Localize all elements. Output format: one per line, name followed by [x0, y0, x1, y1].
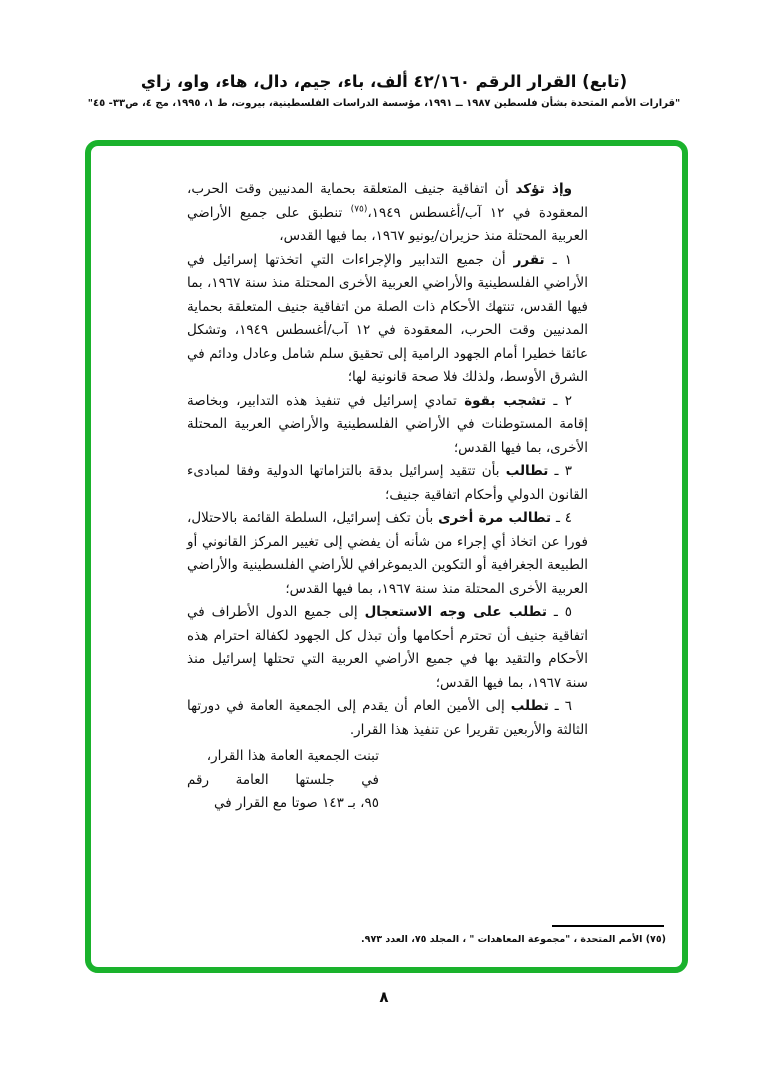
paragraph-text: أن جميع التدابير والإجراءات التي اتخذتها إسرائيل في الأراضي الفلسطينية والأراضي العربية الأخرى المحتلة منذ سنة ١٩٦٧، بما فيها القدس، تنتهك الأحكام ذات الصلة من اتفاقية جنيف المتعلقة بحماية المدنيين وقت الحرب، المعقودة في ١٢ آب/أغسطس ١٩٤٩، وتشكل عائقا خطيرا أمام الجهود الرامية إلى تحقيق سلم شامل وعادل ودائم في الشرق الأوسط، ولذلك فلا صحة قانونية لها؛ — [187, 251, 588, 385]
resolution-paragraph — [187, 507, 588, 601]
adoption-note-line: تبنت الجمعية العامة هذا القرار، — [206, 748, 379, 764]
operative-phrase: تقرر — [513, 251, 545, 268]
adoption-note-line: في جلستها العامة رقم — [187, 771, 379, 788]
resolution-paragraphs — [187, 178, 588, 742]
footnote-separator — [552, 925, 664, 927]
resolution-frame — [85, 140, 688, 973]
paragraph-text: إلى الأمين العام أن يقدم إلى الجمعية العامة في دورتها الثالثة والأربعين تقريرا عن تنفيذ هذا القرار. — [187, 698, 588, 738]
source-citation: "قرارات الأمم المتحدة بشأن فلسطين ١٩٨٧ ــ ١٩٩١، مؤسسة الدراسات الفلسطينية، بيروت، ط ١، ١٩٩٥، مج ٤، ص٣٣- ٤٥" — [87, 98, 681, 109]
resolution-paragraph — [187, 249, 588, 390]
resolution-paragraph — [187, 178, 588, 249]
resolution-paragraph — [187, 460, 588, 507]
page-title: (تابع) القرار الرقم ٤٢/١٦٠ ألف، باء، جيم، دال، هاء، واو، زاي — [140, 72, 628, 91]
footnote-area — [206, 925, 666, 945]
paragraph-text: بأن تكف إسرائيل، السلطة القائمة بالاحتلال، فورا عن اتخاذ أي إجراء من شأنه أن يفضي إلى تغيير المركز القانوني أو الطبيعة الجغرافية أو التكوين الديموغرافي للأراضي الفلسطينية والأراضي العربية الأخرى المحتلة منذ سنة ١٩٦٧، بما فيها القدس؛ — [187, 510, 588, 597]
operative-phrase: تطلب — [510, 698, 549, 714]
paragraph-text: تنطبق على جميع الأراضي العربية المحتلة منذ حزيران/يونيو ١٩٦٧، بما فيها القدس، — [187, 204, 588, 244]
paragraph-text: بأن تتقيد إسرائيل بدقة بالتزاماتها الدولية وفقا لمبادىء القانون الدولي وأحكام اتفاقية جنيف؛ — [187, 463, 588, 503]
paragraph-text: إلى جميع الدول الأطراف في اتفاقية جنيف أن تحترم أحكامها وأن تبذل كل الجهود لكفالة احترام هذه الأحكام والتقيد بها في جميع الأراضي العربية التي تحتلها إسرائيل منذ سنة ١٩٦٧، بما فيها القدس؛ — [187, 604, 588, 691]
footnote-ref: (٧٥) — [350, 204, 368, 214]
operative-phrase: تشجب بقوة — [464, 392, 547, 409]
resolution-paragraph — [187, 601, 588, 695]
operative-phrase: وإذ تؤكد — [515, 181, 572, 197]
paragraph-text: تمادي إسرائيل في تنفيذ هذه التدابير، وبخاصة إقامة المستوطنات في الأراضي الفلسطينية والأراضي العربية المحتلة الأخرى، بما فيها القدس؛ — [187, 392, 588, 456]
paragraph-text: أن اتفاقية جنيف المتعلقة بحماية المدنيين وقت الحرب، المعقودة في ١٢ آب/أغسطس ١٩٤٩، — [187, 181, 589, 221]
paragraph-text: ٦ ـ — [548, 698, 572, 714]
operative-phrase: تطالب — [505, 463, 549, 479]
paragraph-text: ٤ ـ — [551, 510, 572, 526]
paragraph-text: ١ ـ — [544, 251, 572, 268]
resolution-paragraph — [187, 390, 588, 461]
footnote-text: (٧٥) الأمم المتحدة ، "مجموعة المعاهدات " ، المجلد ٧٥، العدد ٩٧٣. — [361, 934, 666, 945]
resolution-paragraph — [187, 695, 588, 742]
page-number: ٨ — [379, 988, 389, 1006]
resolution-body — [91, 146, 682, 816]
paragraph-text: ٢ ـ — [546, 392, 572, 409]
adoption-note — [187, 745, 379, 816]
operative-phrase: تطلب على وجه الاستعجال — [364, 604, 547, 620]
operative-phrase: تطالب مرة أخرى — [438, 510, 552, 526]
adoption-note-line: ٩٥، بـ ١٤٣ صوتا مع القرار في — [214, 795, 379, 811]
paragraph-text: ٥ ـ — [546, 604, 572, 620]
paragraph-text: ٣ ـ — [548, 463, 572, 479]
